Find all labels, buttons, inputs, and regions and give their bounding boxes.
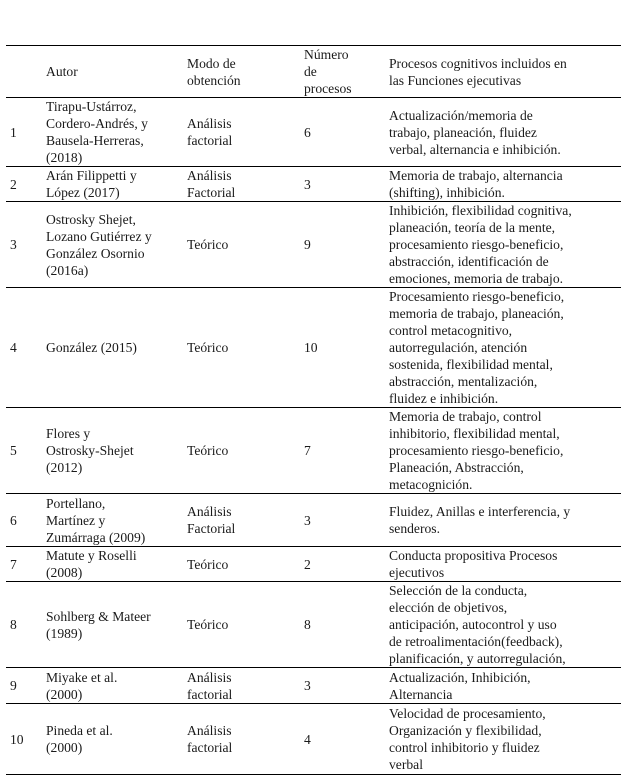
cell-process-count xyxy=(302,704,387,775)
cell-text-line: Análisis xyxy=(187,669,232,685)
cell-text-line: 8 xyxy=(10,617,17,632)
cell-row-number xyxy=(6,408,44,494)
cell-text-line: González Osornio xyxy=(46,245,145,261)
cell-text-line: obtención xyxy=(187,72,241,88)
cell-author xyxy=(44,167,185,202)
cell-method xyxy=(185,547,302,582)
cell-text-line: sostenida, flexibilidad mental, xyxy=(389,357,553,372)
cell-text-line: 10 xyxy=(304,340,318,355)
cell-text-line: 9 xyxy=(304,237,311,252)
cell-text-line: Actualización/memoria de xyxy=(389,107,533,123)
table-row xyxy=(6,408,621,494)
cell-text-line: Modo de xyxy=(187,55,236,71)
cell-cognitive-processes xyxy=(387,547,621,582)
cell-text-line: Selección de la conducta, xyxy=(389,583,528,598)
cell-cognitive-processes xyxy=(387,98,621,167)
cell-text-line: Fluidez, Anillas e interferencia, y xyxy=(389,504,571,519)
cell-text-line: Velocidad de procesamiento, xyxy=(389,706,546,721)
cell-method xyxy=(185,202,302,288)
cell-text-line: (2012) xyxy=(46,460,83,475)
cell-author xyxy=(44,704,185,775)
header-method xyxy=(185,46,302,98)
cell-text-line: planificación, y autorregulación, xyxy=(389,651,566,666)
cell-text-line: Procesos cognitivos incluidos en xyxy=(389,55,567,71)
cell-cognitive-processes xyxy=(387,167,621,202)
cell-text-line: elección de objetivos, xyxy=(389,600,508,615)
cell-process-count xyxy=(302,167,387,202)
cell-text-line: 1 xyxy=(10,124,17,140)
cell-text-line: 8 xyxy=(304,617,311,632)
cell-author xyxy=(44,98,185,167)
cell-text-line: Bausela-Herreras, xyxy=(46,133,144,148)
cell-method xyxy=(185,582,302,668)
cell-text-line: (2018) xyxy=(46,150,83,165)
cell-text-line: 2 xyxy=(10,176,17,192)
cell-text-line: Portellano, xyxy=(46,495,106,511)
table-row xyxy=(6,98,621,167)
cell-text-line: 2 xyxy=(304,556,311,572)
cell-process-count xyxy=(302,408,387,494)
cell-text-line: (2016a) xyxy=(46,262,89,278)
cell-text-line: factorial xyxy=(187,740,233,755)
cell-text-line: 3 xyxy=(10,237,17,252)
cell-row-number xyxy=(6,494,44,547)
cell-text-line: Ostrosky Shejet, xyxy=(46,211,136,227)
cell-process-count xyxy=(302,668,387,704)
cell-text-line: 7 xyxy=(304,443,311,458)
cell-text-line: 5 xyxy=(10,443,17,458)
header-process-count xyxy=(302,46,387,98)
cell-process-count xyxy=(302,288,387,408)
cell-process-count xyxy=(302,494,387,547)
cell-text-line: 4 xyxy=(304,731,311,747)
cell-text-line: Número xyxy=(304,47,349,62)
cell-row-number xyxy=(6,704,44,775)
cell-text-line: (1989) xyxy=(46,625,83,641)
cell-text-line: Organización y flexibilidad, xyxy=(389,723,542,738)
table-row xyxy=(6,582,621,668)
cell-row-number xyxy=(6,288,44,408)
executive-functions-table xyxy=(6,45,621,775)
cell-text-line: fluidez e inhibición. xyxy=(389,391,499,406)
cell-method xyxy=(185,288,302,408)
cell-text-line: Arán Filippetti y xyxy=(46,168,137,183)
cell-author xyxy=(44,547,185,582)
cell-text-line: Análisis xyxy=(187,116,232,131)
cell-text-line: control inhibitorio y fluidez xyxy=(389,740,540,755)
cell-text-line: 6 xyxy=(10,512,17,528)
table-row xyxy=(6,288,621,408)
cell-text-line: senderos. xyxy=(389,521,440,536)
cell-cognitive-processes xyxy=(387,668,621,704)
cell-cognitive-processes xyxy=(387,582,621,668)
table-row xyxy=(6,167,621,202)
cell-text-line: Alternancia xyxy=(389,686,453,702)
table-row xyxy=(6,202,621,288)
cell-text-line: ejecutivos xyxy=(389,565,445,580)
cell-text-line: Cordero-Andrés, y xyxy=(46,116,148,131)
cell-text-line: Memoria de trabajo, alternancia xyxy=(389,168,563,183)
cell-text-line: Martínez y xyxy=(46,512,106,528)
cell-text-line: las Funciones ejecutivas xyxy=(389,72,522,88)
cell-author xyxy=(44,582,185,668)
cell-cognitive-processes xyxy=(387,494,621,547)
cell-text-line: emociones, memoria de trabajo. xyxy=(389,271,564,286)
cell-cognitive-processes xyxy=(387,288,621,408)
cell-author xyxy=(44,668,185,704)
cell-text-line: Teórico xyxy=(187,237,229,252)
cell-author xyxy=(44,288,185,408)
cell-text-line: abstracción, identificación de xyxy=(389,254,549,269)
cell-text-line: trabajo, planeación, fluidez xyxy=(389,124,537,140)
cell-process-count xyxy=(302,582,387,668)
cell-row-number xyxy=(6,98,44,167)
cell-row-number xyxy=(6,167,44,202)
cell-text-line: Teórico xyxy=(187,340,229,355)
cell-text-line: procesos xyxy=(304,81,352,96)
cell-method xyxy=(185,408,302,494)
table-header-row xyxy=(6,46,621,98)
cell-text-line: 6 xyxy=(304,124,311,140)
cell-text-line: 3 xyxy=(304,678,311,693)
cell-text-line: factorial xyxy=(187,686,233,702)
cell-text-line: Actualización, Inhibición, xyxy=(389,669,531,685)
cell-author xyxy=(44,494,185,547)
cell-text-line: Conducta propositiva Procesos xyxy=(389,548,558,563)
table-row xyxy=(6,668,621,704)
cell-text-line: 9 xyxy=(10,678,17,693)
cell-text-line: verbal, alternancia e inhibición. xyxy=(389,141,561,157)
cell-author xyxy=(44,202,185,288)
cell-text-line: Lozano Gutiérrez y xyxy=(46,228,152,244)
cell-method xyxy=(185,704,302,775)
cell-method xyxy=(185,167,302,202)
cell-row-number xyxy=(6,668,44,704)
cell-text-line: metacognición. xyxy=(389,477,473,492)
cell-text-line: Pineda et al. xyxy=(46,723,113,738)
cell-text-line: Matute y Roselli xyxy=(46,548,137,563)
cell-text-line: inhibitorio, flexibilidad mental, xyxy=(389,426,560,441)
cell-text-line: planeación, teoría de la mente, xyxy=(389,220,556,235)
cell-row-number xyxy=(6,582,44,668)
cell-text-line: procesamiento riesgo-beneficio, xyxy=(389,443,564,458)
cell-text-line: 4 xyxy=(10,340,17,355)
cell-process-count xyxy=(302,98,387,167)
cell-text-line: (2008) xyxy=(46,565,83,580)
cell-text-line: Planeación, Abstracción, xyxy=(389,460,524,475)
cell-text-line: Teórico xyxy=(187,556,229,572)
cell-text-line: 3 xyxy=(304,176,311,192)
cell-text-line: factorial xyxy=(187,133,233,148)
cell-text-line: control metacognitivo, xyxy=(389,323,513,338)
cell-method xyxy=(185,494,302,547)
cell-text-line: 7 xyxy=(10,556,17,572)
cell-text-line: Zumárraga (2009) xyxy=(46,529,146,545)
cell-text-line: Análisis xyxy=(187,504,232,519)
cell-text-line: Teórico xyxy=(187,617,229,632)
cell-text-line: Inhibición, flexibilidad cognitiva, xyxy=(389,203,572,218)
cell-text-line: Miyake et al. xyxy=(46,669,118,685)
header-cognitive-processes xyxy=(387,46,621,98)
cell-text-line: Autor xyxy=(46,64,78,79)
cell-text-line: procesamiento riesgo-beneficio, xyxy=(389,237,564,252)
cell-row-number xyxy=(6,202,44,288)
cell-text-line: de xyxy=(304,64,317,79)
cell-process-count xyxy=(302,202,387,288)
cell-text-line: de retroalimentación(feedback), xyxy=(389,634,563,649)
cell-text-line: autorregulación, atención xyxy=(389,340,528,355)
cell-text-line: López (2017) xyxy=(46,185,120,200)
cell-cognitive-processes xyxy=(387,704,621,775)
cell-text-line: Análisis xyxy=(187,723,232,738)
table-row xyxy=(6,547,621,582)
cell-text-line: Procesamiento riesgo-beneficio, xyxy=(389,289,565,304)
table-row xyxy=(6,704,621,775)
cell-text-line: (2000) xyxy=(46,740,83,755)
cell-text-line: verbal xyxy=(389,757,423,772)
cell-text-line: (2000) xyxy=(46,686,83,702)
cell-text-line: Análisis xyxy=(187,168,232,183)
cell-text-line: González (2015) xyxy=(46,340,137,355)
cell-text-line: Teórico xyxy=(187,443,229,458)
cell-method xyxy=(185,668,302,704)
cell-cognitive-processes xyxy=(387,408,621,494)
cell-text-line: Flores y xyxy=(46,426,91,441)
cell-text-line: memoria de trabajo, planeación, xyxy=(389,306,564,321)
cell-text-line: 3 xyxy=(304,512,311,528)
header-row-number xyxy=(6,46,44,98)
cell-row-number xyxy=(6,547,44,582)
cell-text-line: 10 xyxy=(10,731,24,747)
cell-text-line: (shifting), inhibición. xyxy=(389,185,505,200)
cell-text-line: Factorial xyxy=(187,521,236,536)
cell-text-line: Ostrosky-Shejet xyxy=(46,443,134,458)
cell-text-line: Factorial xyxy=(187,185,236,200)
cell-author xyxy=(44,408,185,494)
cell-text-line: Tirapu-Ustárroz, xyxy=(46,99,137,114)
table-row xyxy=(6,494,621,547)
cell-cognitive-processes xyxy=(387,202,621,288)
cell-text-line: Sohlberg & Mateer xyxy=(46,608,151,624)
header-author xyxy=(44,46,185,98)
cell-text-line: abstracción, mentalización, xyxy=(389,374,538,389)
cell-method xyxy=(185,98,302,167)
cell-text-line: Memoria de trabajo, control xyxy=(389,409,542,424)
cell-text-line: anticipación, autocontrol y uso xyxy=(389,617,557,632)
cell-process-count xyxy=(302,547,387,582)
